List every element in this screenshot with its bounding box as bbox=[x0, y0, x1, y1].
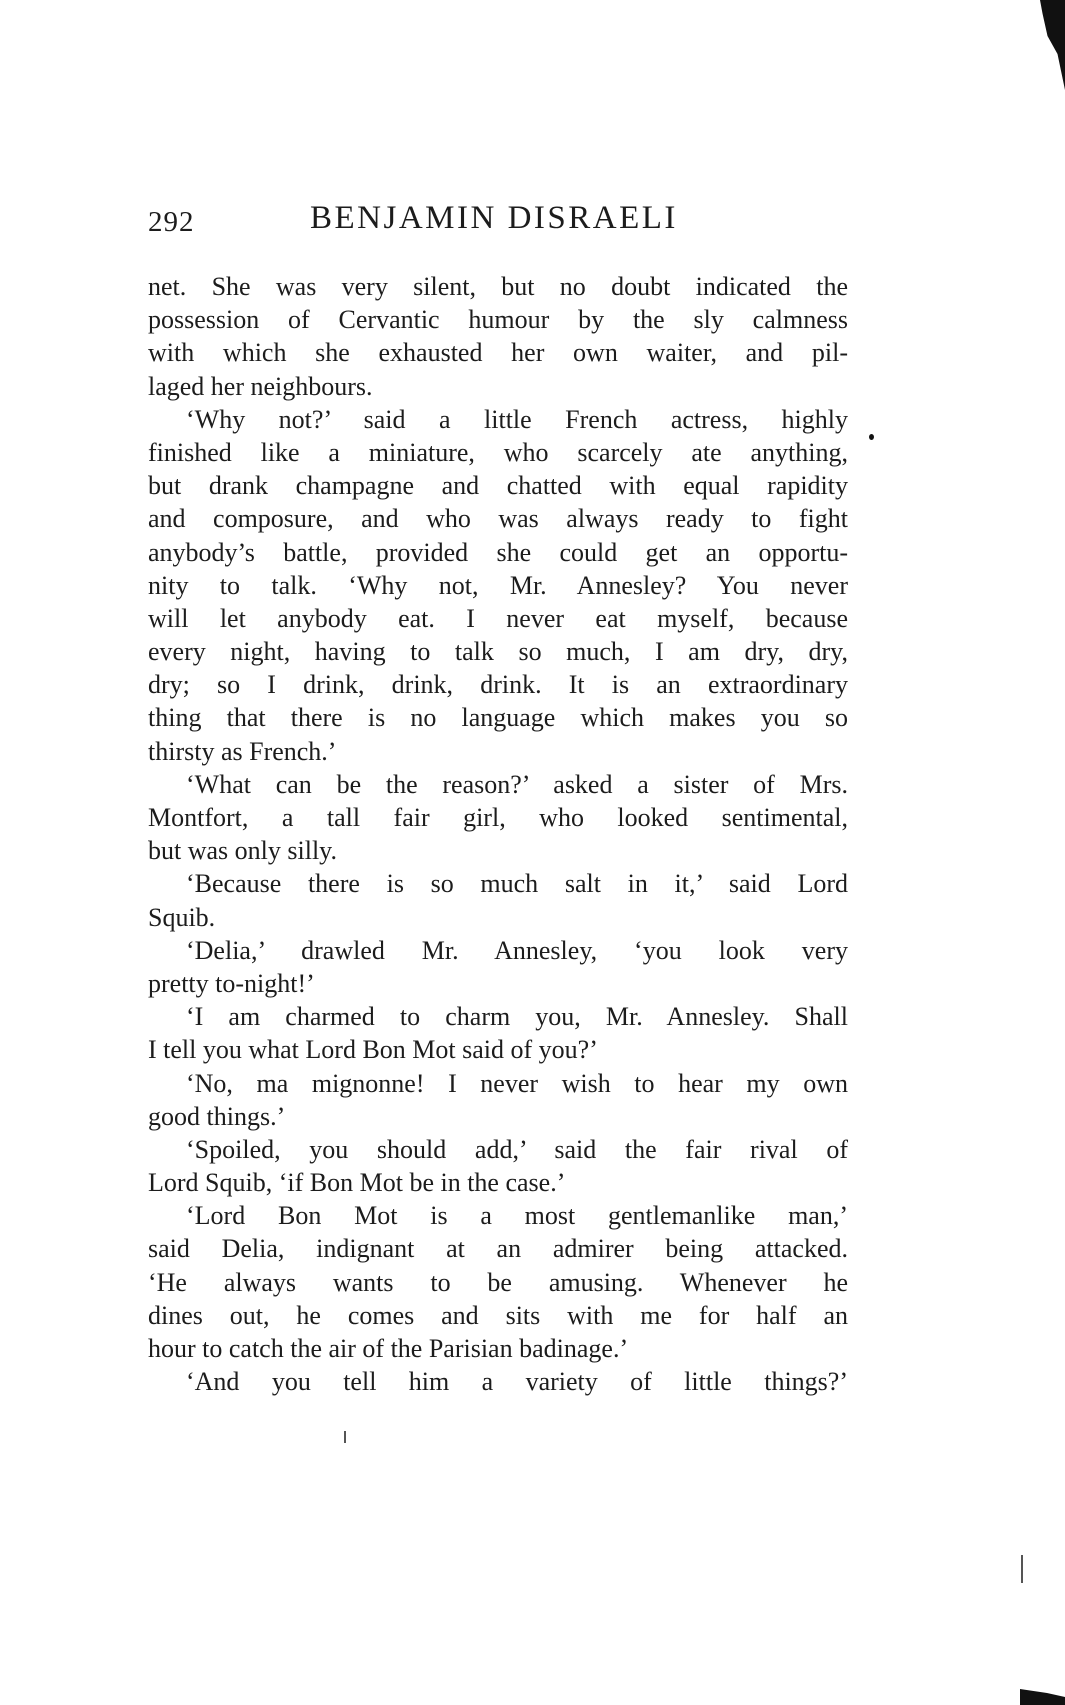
text-line: ‘Because there is so much salt in it,’ said Lord bbox=[186, 869, 848, 899]
text-line: thing that there is no language which makes you so bbox=[148, 703, 848, 733]
text-line: with which she exhausted her own waiter, and pil- bbox=[148, 338, 848, 368]
body-text bbox=[148, 270, 848, 1398]
scan-tick-right bbox=[1021, 1555, 1023, 1583]
text-line: ‘Why not?’ said a little French actress, highly bbox=[186, 404, 848, 434]
text-line: I tell you what Lord Bon Mot said of you?’ bbox=[148, 1035, 598, 1065]
text-line: anybody’s battle, provided she could get an opportu- bbox=[148, 537, 848, 567]
text-line: but was only silly. bbox=[148, 836, 337, 866]
text-line: net. She was very silent, but no doubt indicated the bbox=[148, 272, 848, 301]
scan-smudge-bottom-right bbox=[1020, 1685, 1065, 1705]
text-line: nity to talk. ‘Why not, Mr. Annesley? You never bbox=[148, 570, 848, 600]
text-line: ‘And you tell him a variety of little things?’ bbox=[186, 1367, 848, 1397]
text-line: but drank champagne and chatted with equal rapidity bbox=[148, 471, 848, 501]
scan-speck-right bbox=[869, 434, 874, 440]
text-line: ‘I am charmed to charm you, Mr. Annesley. Shall bbox=[186, 1002, 848, 1032]
text-line: will let anybody eat. I never eat myself, because bbox=[148, 603, 848, 633]
text-line: laged her neighbours. bbox=[148, 371, 373, 401]
text-line: hour to catch the air of the Parisian badinage.’ bbox=[148, 1334, 629, 1363]
text-line: Squib. bbox=[148, 902, 216, 932]
text-line: possession of Cervantic humour by the sly calmness bbox=[148, 305, 848, 335]
text-line: dines out, he comes and sits with me for half an bbox=[148, 1300, 848, 1330]
text-line: ‘Delia,’ drawled Mr. Annesley, ‘you look very bbox=[186, 935, 848, 965]
text-line: good things.’ bbox=[148, 1101, 286, 1131]
text-line: pretty to-night!’ bbox=[148, 968, 315, 998]
text-line: ‘Lord Bon Mot is a most gentlemanlike man,’ bbox=[186, 1201, 848, 1231]
text-line: Lord Squib, ‘if Bon Mot be in the case.’ bbox=[148, 1168, 566, 1198]
running-head bbox=[148, 200, 848, 250]
scan-smudge-top-right bbox=[1040, 0, 1065, 90]
scan-tick-bottom bbox=[344, 1431, 346, 1443]
text-line: ‘Spoiled, you should add,’ said the fair rival of bbox=[186, 1134, 848, 1164]
text-line: finished like a miniature, who scarcely ate anything, bbox=[148, 437, 848, 467]
text-line: said Delia, indignant at an admirer being attacked. bbox=[148, 1234, 848, 1264]
page-number: 292 bbox=[148, 206, 195, 238]
text-line: every night, having to talk so much, I am dry, dry, bbox=[148, 637, 848, 667]
text-line: thirsty as French.’ bbox=[148, 736, 337, 766]
text-line: ‘What can be the reason?’ asked a sister of Mrs. bbox=[186, 769, 848, 799]
running-title: BENJAMIN DISRAELI bbox=[310, 200, 678, 236]
text-line: dry; so I drink, drink, drink. It is an extraordinary bbox=[148, 670, 848, 700]
text-line: Montfort, a tall fair girl, who looked sentimental, bbox=[148, 803, 848, 832]
text-line: ‘No, ma mignonne! I never wish to hear my own bbox=[186, 1068, 848, 1098]
text-line: and composure, and who was always ready to fight bbox=[148, 504, 848, 534]
text-line: ‘He always wants to be amusing. Whenever he bbox=[148, 1267, 848, 1297]
